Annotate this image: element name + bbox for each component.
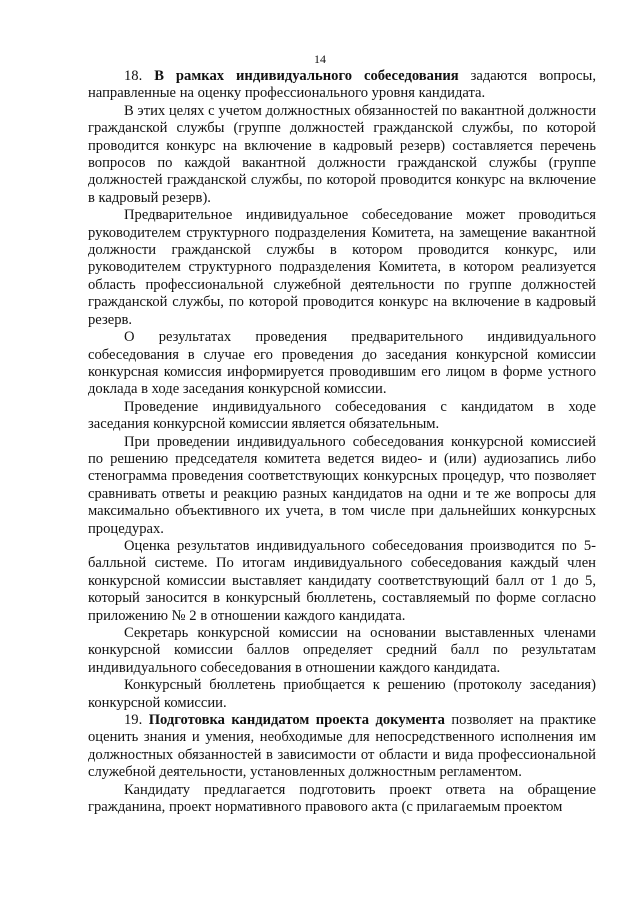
- item-number: 18.: [124, 68, 143, 84]
- paragraph-text: задаются вопросы, направленные на оценку профессионального уровня кандидата.: [88, 68, 596, 102]
- document-body: [88, 68, 596, 816]
- paragraph: Секретарь конкурсной комиссии на основании выставленных членами конкурсной комиссии баллов определяет средний балл по результатам индивидуального собеседования в отношении каждого кандидата.: [88, 625, 596, 676]
- paragraph-18: [88, 68, 596, 103]
- paragraph: В этих целях с учетом должностных обязанностей по вакантной должности гражданской службы (группе должностей гражданской службы, по которой проводится конкурс на включение в кадровый резерв) составляется перечень вопросов по каждой вакантной должности гражданской службы (группе должностей гражданской службы, по которой проводится конкурс на включение в кадровый резерв).: [88, 102, 596, 206]
- paragraph-19: [88, 712, 596, 782]
- paragraph: Кандидату предлагается подготовить проект ответа на обращение гражданина, проект нормативного правового акта (с прилагаемым проектом: [88, 781, 596, 816]
- page-number: 14: [314, 52, 326, 66]
- paragraph: О результатах проведения предварительного индивидуального собеседования в случае его проведения до заседания конкурсной комиссии конкурсная комиссия информируется проводившим его лицом в форме устного доклада в ходе заседания конкурсной комиссии.: [88, 329, 596, 398]
- paragraph: Предварительное индивидуальное собеседование может проводиться руководителем структурного подразделения Комитета, на замещение вакантной должности гражданской службы в котором проводится конкурс, или руководителем структурного подразделения Комитета, в котором реализуется область профессиональной служебной деятельности по группе должностей гражданской службы, по которой проводится конкурс на включение в кадровый резерв.: [88, 207, 596, 328]
- paragraph-text: позволяет на практике оценить знания и умения, необходимые для непосредственного исполнения им должностных обязанностей в зависимости от области и вида профессиональной служебной деятельности, установленных должностным регламентом.: [88, 712, 596, 781]
- bold-heading: Подготовка кандидатом проекта документа: [148, 712, 445, 729]
- item-number: 19.: [124, 712, 143, 729]
- paragraph: При проведении индивидуального собеседования конкурсной комиссией по решению председателя комитета ведется видео- и (или) аудиозапись либо стенограмма проведения соответствующих конкурсных процедур, что позволяет сравнивать ответы и реакцию разных кандидатов на одни и те же вопросы для максимально объективного их учета, в том числе при дальнейших конкурсных процедурах.: [88, 433, 596, 537]
- bold-heading: В рамках индивидуального собеседования: [154, 68, 459, 84]
- paragraph: Оценка результатов индивидуального собеседования производится по 5-балльной системе. По итогам индивидуального собеседования каждый член конкурсной комиссии выставляет кандидату соответствующий балл от 1 до 5, который заносится в конкурсный бюллетень, составляемый по форме согласно приложению № 2 в отношении каждого кандидата.: [88, 537, 596, 624]
- paragraph: Конкурсный бюллетень приобщается к решению (протоколу заседания) конкурсной комиссии.: [88, 677, 596, 711]
- paragraph: Проведение индивидуального собеседования с кандидатом в ходе заседания конкурсной комиссии является обязательным.: [88, 398, 596, 433]
